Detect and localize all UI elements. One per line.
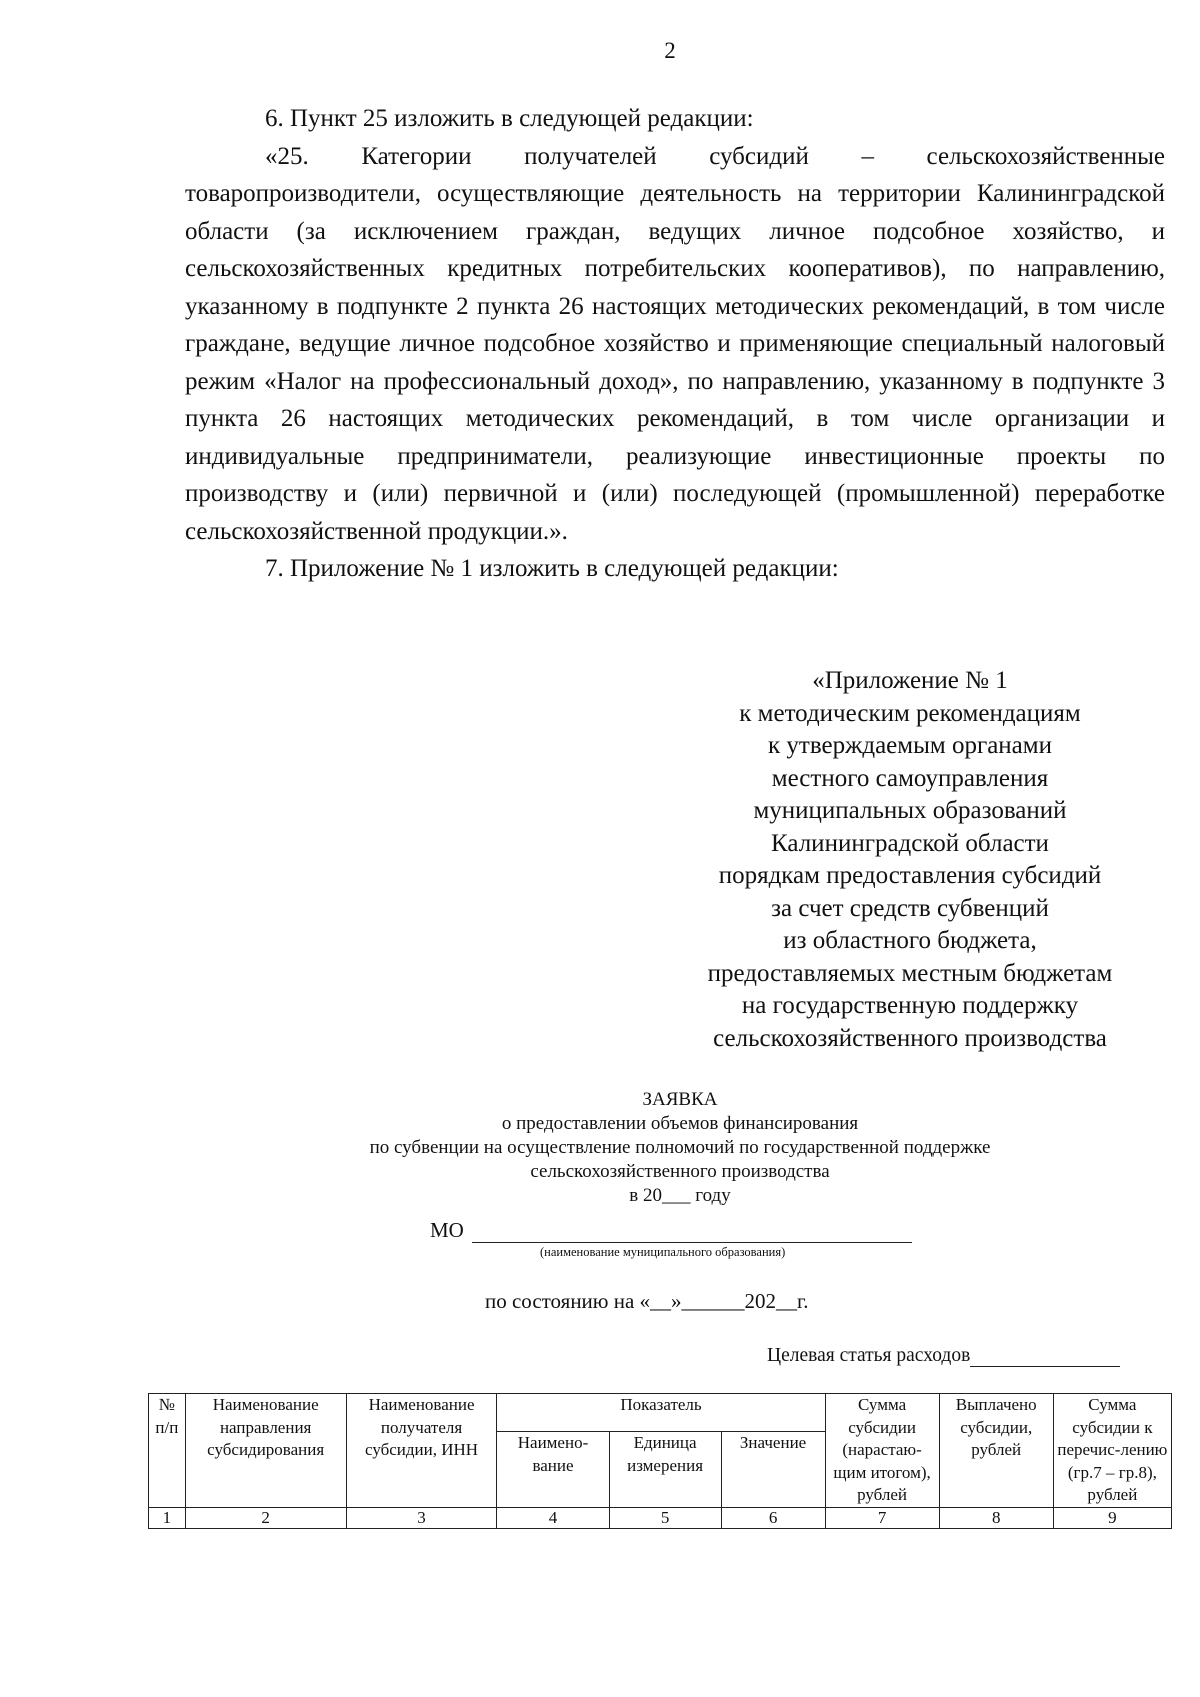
appendix-line: «Приложение № 1 xyxy=(812,667,1008,694)
form-subtitle: о предоставлении объемов финансирования xyxy=(501,1113,859,1134)
mo-label: МО xyxy=(430,1218,464,1242)
column-number: 1 xyxy=(149,1507,186,1528)
appendix-line: муниципальных образований xyxy=(753,797,1067,824)
page-number: 2 xyxy=(664,38,676,63)
appendix-line: из областного бюджета, xyxy=(783,927,1037,954)
appendix-line: предоставляемых местным бюджетам xyxy=(707,959,1113,987)
header-sum: Сумма субсидии (нарастаю-щим итогом), рублей xyxy=(825,1394,939,1508)
mo-blank-field xyxy=(472,1224,912,1243)
column-number: 4 xyxy=(497,1507,609,1528)
body-text xyxy=(185,100,1165,588)
year-line: в 20___ году xyxy=(629,1185,731,1206)
target-article-line xyxy=(767,1345,1120,1367)
paragraph: 7. Приложение № 1 изложить в следующей редакции: xyxy=(265,555,839,582)
mo-line xyxy=(430,1218,912,1243)
application-table xyxy=(148,1393,1172,1529)
header-num: № п/п xyxy=(149,1394,186,1508)
header-indicator: Показатель xyxy=(497,1394,825,1432)
appendix-line: к утверждаемым органами xyxy=(768,732,1052,759)
form-title: ЗАЯВКА xyxy=(642,1089,718,1110)
column-number: 2 xyxy=(185,1507,346,1528)
header-direction: Наименование направления субсидирования xyxy=(185,1394,346,1508)
appendix-line: местного самоуправления xyxy=(771,764,1049,792)
header-paid: Выплачено субсидии, рублей xyxy=(939,1394,1053,1508)
column-number: 3 xyxy=(346,1507,497,1528)
header-recipient: Наименование получателя субсидии, ИНН xyxy=(346,1394,497,1508)
target-blank-field xyxy=(970,1350,1120,1367)
column-number: 6 xyxy=(721,1507,825,1528)
appendix-line: сельскохозяйственного производства xyxy=(713,1024,1107,1052)
form-header xyxy=(280,1088,1080,1208)
appendix-line: Калининградской области xyxy=(771,829,1049,857)
header-ind-unit: Единица измерения xyxy=(609,1432,721,1507)
header-ind-value: Значение xyxy=(721,1432,825,1507)
paragraph: 6. Пункт 25 изложить в следующей редакции: xyxy=(265,105,754,132)
appendix-line: порядкам предоставления субсидий xyxy=(718,862,1102,889)
appendix-line: к методическим рекомендациям xyxy=(739,699,1081,727)
form-subtitle: по субвенции на осуществление полномочий по государственной поддержке xyxy=(369,1137,991,1158)
target-label: Целевая статья расходов xyxy=(767,1345,971,1366)
header-ind-name: Наимено-вание xyxy=(497,1432,609,1507)
header-to-transfer: Сумма субсидии к перечис-лению (гр.7 – гр.8), рублей xyxy=(1053,1394,1171,1508)
column-number: 5 xyxy=(609,1507,721,1528)
appendix-heading xyxy=(660,665,1160,1055)
state-date-line: по состоянию на «__»______202__г. xyxy=(485,1289,809,1313)
column-number: 7 xyxy=(825,1507,939,1528)
appendix-line: за счет средств субвенций xyxy=(771,894,1049,922)
mo-caption: (наименование муниципального образования) xyxy=(540,1245,786,1259)
form-subtitle: сельскохозяйственного производства xyxy=(530,1161,830,1182)
column-number: 8 xyxy=(939,1507,1053,1528)
column-number: 9 xyxy=(1053,1507,1171,1528)
paragraph: «25. Категории получателей субсидий – сельскохозяйственные товаропроизводители, осуществляющие деятельность на территории Калининградской области (за исключением граждан, ведущих личное подсобное хозяйство, и сельскохозяйственных кредитных потребительских кооперативов), по направлению, указанному в подпункте 2 пункта 26 настоящих методических рекомендаций, в том числе граждане, ведущие личное подсобное хозяйство и применяющие специальный налоговый режим «Налог на профессиональный доход», по направлению, указанному в подпункте 3 пункта 26 настоящих методических рекомендаций, в том числе организации и индивидуальные предприниматели, реализующие инвестиционные проекты по производству и (или) первичной и (или) последующей (промышленной) переработке сельскохозяйственной продукции.». xyxy=(185,142,1165,545)
appendix-line: на государственную поддержку xyxy=(741,992,1079,1019)
